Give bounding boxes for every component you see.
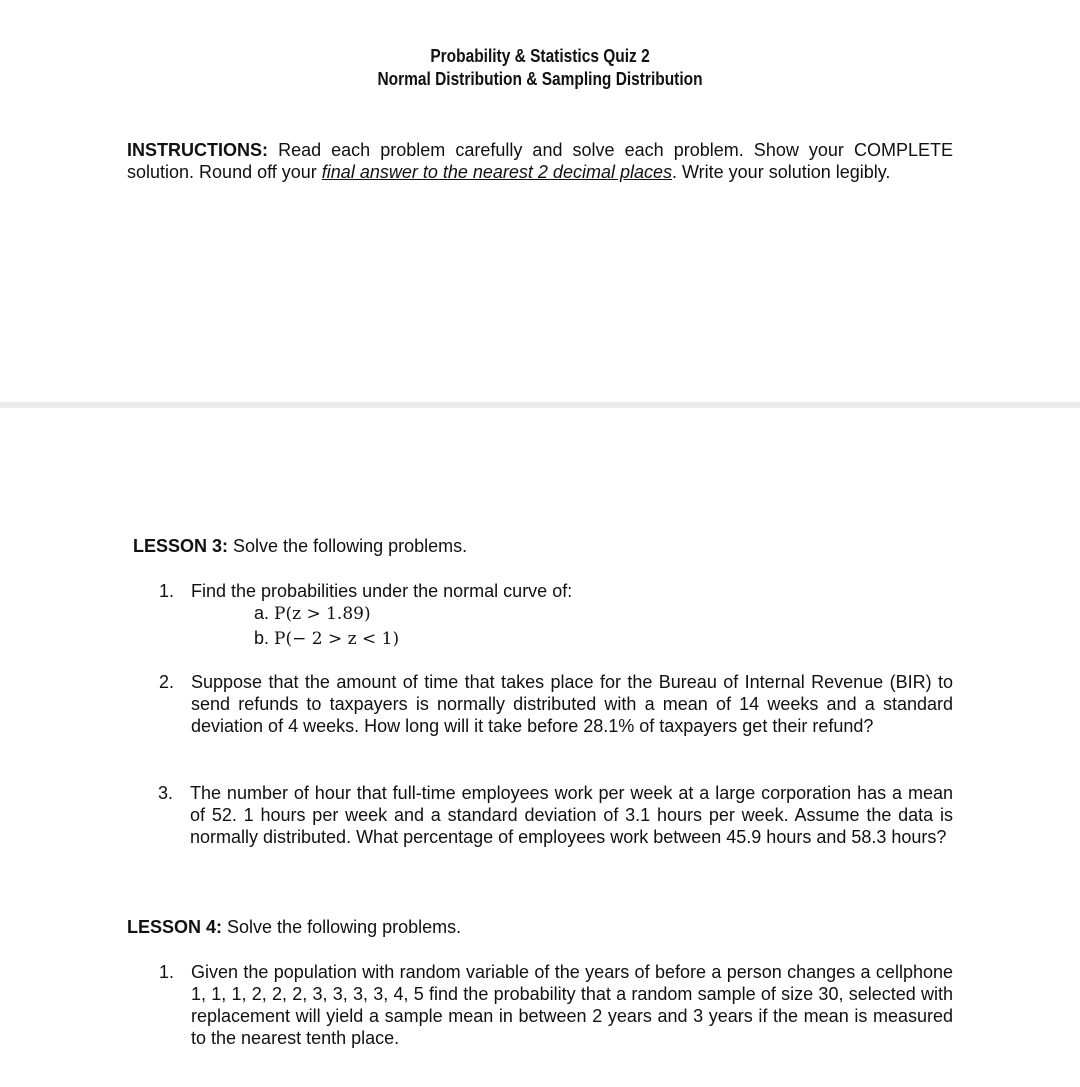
- lesson-3-problem-3: [158, 782, 958, 872]
- lesson-3-heading: [133, 535, 467, 557]
- problem-text: The number of hour that full-time employees work per week at a large corporation has a mean of 52. 1 hours per week and a standard deviation of 3.1 hours per week. Assume the data is normally distributed. What percentage of employees work between 45.9 hours and 58.3 hours?: [190, 783, 953, 847]
- quiz-title: Probability & Statistics Quiz 2: [430, 46, 650, 66]
- lesson-4-problem-1: [159, 961, 959, 1051]
- lesson-4-label: LESSON 4:: [127, 917, 223, 937]
- document-page-1: [0, 0, 1080, 402]
- problem-text: Find the probabilities under the normal curve of:: [191, 581, 573, 601]
- document-page-2: [0, 408, 1080, 1087]
- problem-text: Suppose that the amount of time that takes place for the Bureau of Internal Revenue (BIR) to send refunds to taxpayers is normally distributed with a mean of 14 weeks and a standard deviation of 4 weeks. How long will it take before 28.1% of taxpayers get their refund?: [191, 672, 953, 736]
- quiz-subtitle: Normal Distribution & Sampling Distribution: [377, 69, 703, 89]
- instructions-label: INSTRUCTIONS:: [127, 140, 268, 160]
- instructions-emphasis: final answer to the nearest 2 decimal places: [321, 162, 672, 182]
- lesson-4-heading: [127, 916, 461, 938]
- instructions-paragraph: [127, 139, 953, 183]
- subitem-a: [254, 601, 371, 626]
- lesson-3-label: LESSON 3:: [133, 536, 229, 556]
- problem-number: 2.: [159, 672, 175, 692]
- problem-text: Given the population with random variable of the years of before a person changes a cellphone 1, 1, 1, 2, 2, 2, 3, 3, 3, 3, 4, 5 find the probability that a random sample of size 30, selected with replacement will yield a sample mean in between 2 years and 3 years if the mean is measured to the nearest tenth place.: [191, 962, 953, 1048]
- subitem-letter: a.: [254, 603, 270, 623]
- instructions-text-before: Read each problem carefully and solve each problem. Show your COMPLETE solution. Round off your: [127, 140, 953, 182]
- lesson-4-directive: Solve the following problems.: [222, 917, 462, 937]
- math-expression: P(z > 1.89): [274, 604, 371, 624]
- subitem-b: [254, 626, 399, 651]
- problem-number: 3.: [158, 783, 174, 803]
- lesson-3-problem-2: [159, 671, 959, 761]
- lesson-3-directive: Solve the following problems.: [228, 536, 468, 556]
- subitem-letter: b.: [254, 628, 270, 648]
- math-expression: P(− 2 > z < 1): [274, 629, 400, 649]
- problem-number: 1.: [159, 962, 175, 982]
- problem-number: 1.: [159, 581, 175, 601]
- instructions-text-after: . Write your solution legibly.: [672, 162, 891, 182]
